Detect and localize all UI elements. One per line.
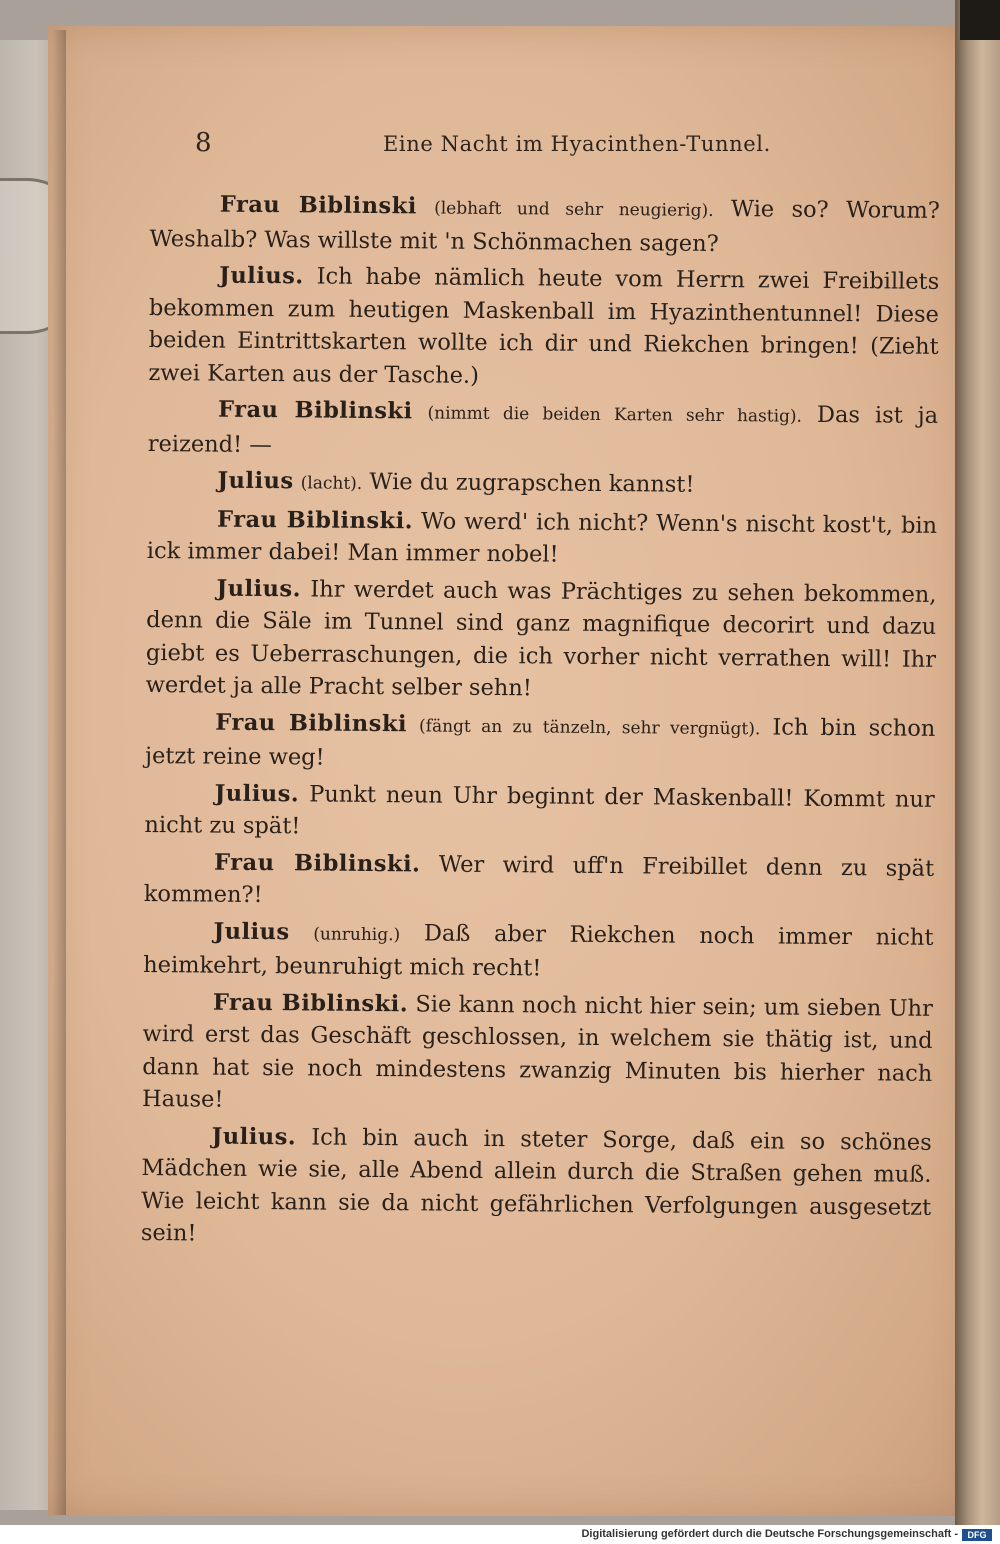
speaker-name: Julius.	[216, 575, 302, 602]
spoken-text: Sie kann noch nicht hier sein; um sieben Uhr wird erst das Geschäft geschlossen, in welchem sie thätig ist, und dann hat sie noch mindestens zwanzig Minuten bis hierher nach Hause!	[141, 990, 933, 1113]
speaker-name: Frau Biblinski	[215, 709, 408, 737]
spoken-text: Das ist ja reizend! —	[147, 401, 939, 458]
speaker-name: Frau Biblinski	[217, 396, 413, 425]
speaker-name: Frau Biblinski.	[212, 989, 409, 1017]
digitization-footer	[0, 1527, 1000, 1544]
spoken-text: Ihr werdet auch was Prächtiges zu sehen bekommen, denn die Säle im Tunnel sind ganz magnifique decorirt und dazu giebt es Ueberraschungen, die ich vorher nicht verrathen will! Ihr werdet ja alle Pracht selber sehn!	[145, 575, 937, 702]
spoken-text: Ich habe nämlich heute vom Herrn zwei Freibillets bekommen zum heutigen Maskenball im Hyazinthentunnel! Diese beiden Eintrittskarten wollte ich dir und Riekchen bringen! (Zieht zwei Karten aus der Tasche.)	[148, 263, 940, 389]
book-spine	[955, 0, 1000, 1525]
dialogue-paragraph	[144, 776, 935, 848]
dialogue-paragraph	[144, 845, 935, 917]
spoken-text: Ich bin auch in steter Sorge, daß ein so schönes Mädchen wie sie, alle Abend allein durch die Straßen gehen muß. Wie leicht kann sie da nicht gefährlichen Verfolgungen ausgesetzt sein!	[140, 1123, 932, 1247]
speaker-name: Frau Biblinski.	[214, 849, 421, 877]
spoken-text: Wer wird uff'n Freibillet denn zu spät kommen?!	[143, 851, 935, 909]
dialogue-paragraph	[148, 393, 939, 467]
dialogue-text	[141, 188, 940, 1260]
page-shadow	[52, 30, 66, 1515]
stage-direction: (fängt an zu tänzeln, sehr vergnügt).	[418, 715, 761, 739]
dialogue-paragraph	[147, 464, 937, 505]
speaker-name: Julius	[213, 918, 290, 945]
speaker-name: Julius.	[214, 780, 300, 807]
dialogue-paragraph	[149, 188, 940, 262]
dialogue-paragraph	[146, 571, 937, 708]
stage-direction: (unruhig.)	[313, 923, 401, 945]
stage-direction: (nimmt die beiden Karten sehr hastig).	[427, 403, 803, 427]
dfg-logo: DFG	[962, 1529, 992, 1541]
spoken-text: Wie so? Worum? Weshalb? Was willste mit 'n Schönmachen sagen?	[149, 196, 940, 257]
footer-credit: Digitalisierung gefördert durch die Deutsche Forschungsgemeinschaft -	[581, 1528, 958, 1540]
dialogue-paragraph	[141, 1119, 932, 1256]
speaker-name: Frau Biblinski	[219, 191, 417, 220]
dialogue-paragraph	[147, 502, 938, 574]
speaker-name: Julius.	[211, 1123, 297, 1150]
dialogue-paragraph	[142, 985, 933, 1122]
spoken-text: Wie du zugrapschen kannst!	[369, 468, 695, 498]
spoken-text: Wo werd' ich nicht? Wenn's nischt kost't, bin ick immer dabei! Man immer nobel!	[146, 507, 938, 568]
spoken-text: Daß aber Riekchen noch immer nicht heimkehrt, beunruhigt mich recht!	[143, 919, 934, 982]
spoken-text: Ich bin schon jetzt reine weg!	[144, 713, 936, 771]
speaker-name: Frau Biblinski.	[216, 506, 414, 534]
spoken-text: Punkt neun Uhr beginnt der Maskenball! Kommt nur nicht zu spät!	[144, 780, 935, 840]
dark-corner	[960, 0, 1000, 40]
speaker-name: Julius.	[219, 262, 304, 290]
page-header	[195, 128, 935, 168]
dialogue-paragraph	[143, 914, 934, 988]
dialogue-paragraph	[148, 259, 939, 396]
running-title: Eine Nacht im Hyacinthen-Tunnel.	[383, 132, 771, 156]
stage-direction: (lebhaft und sehr neugierig).	[434, 198, 714, 221]
stage-direction: (lacht).	[300, 473, 363, 494]
speaker-name: Julius	[217, 467, 294, 495]
page-number: 8	[195, 128, 212, 158]
dialogue-paragraph	[145, 705, 936, 779]
